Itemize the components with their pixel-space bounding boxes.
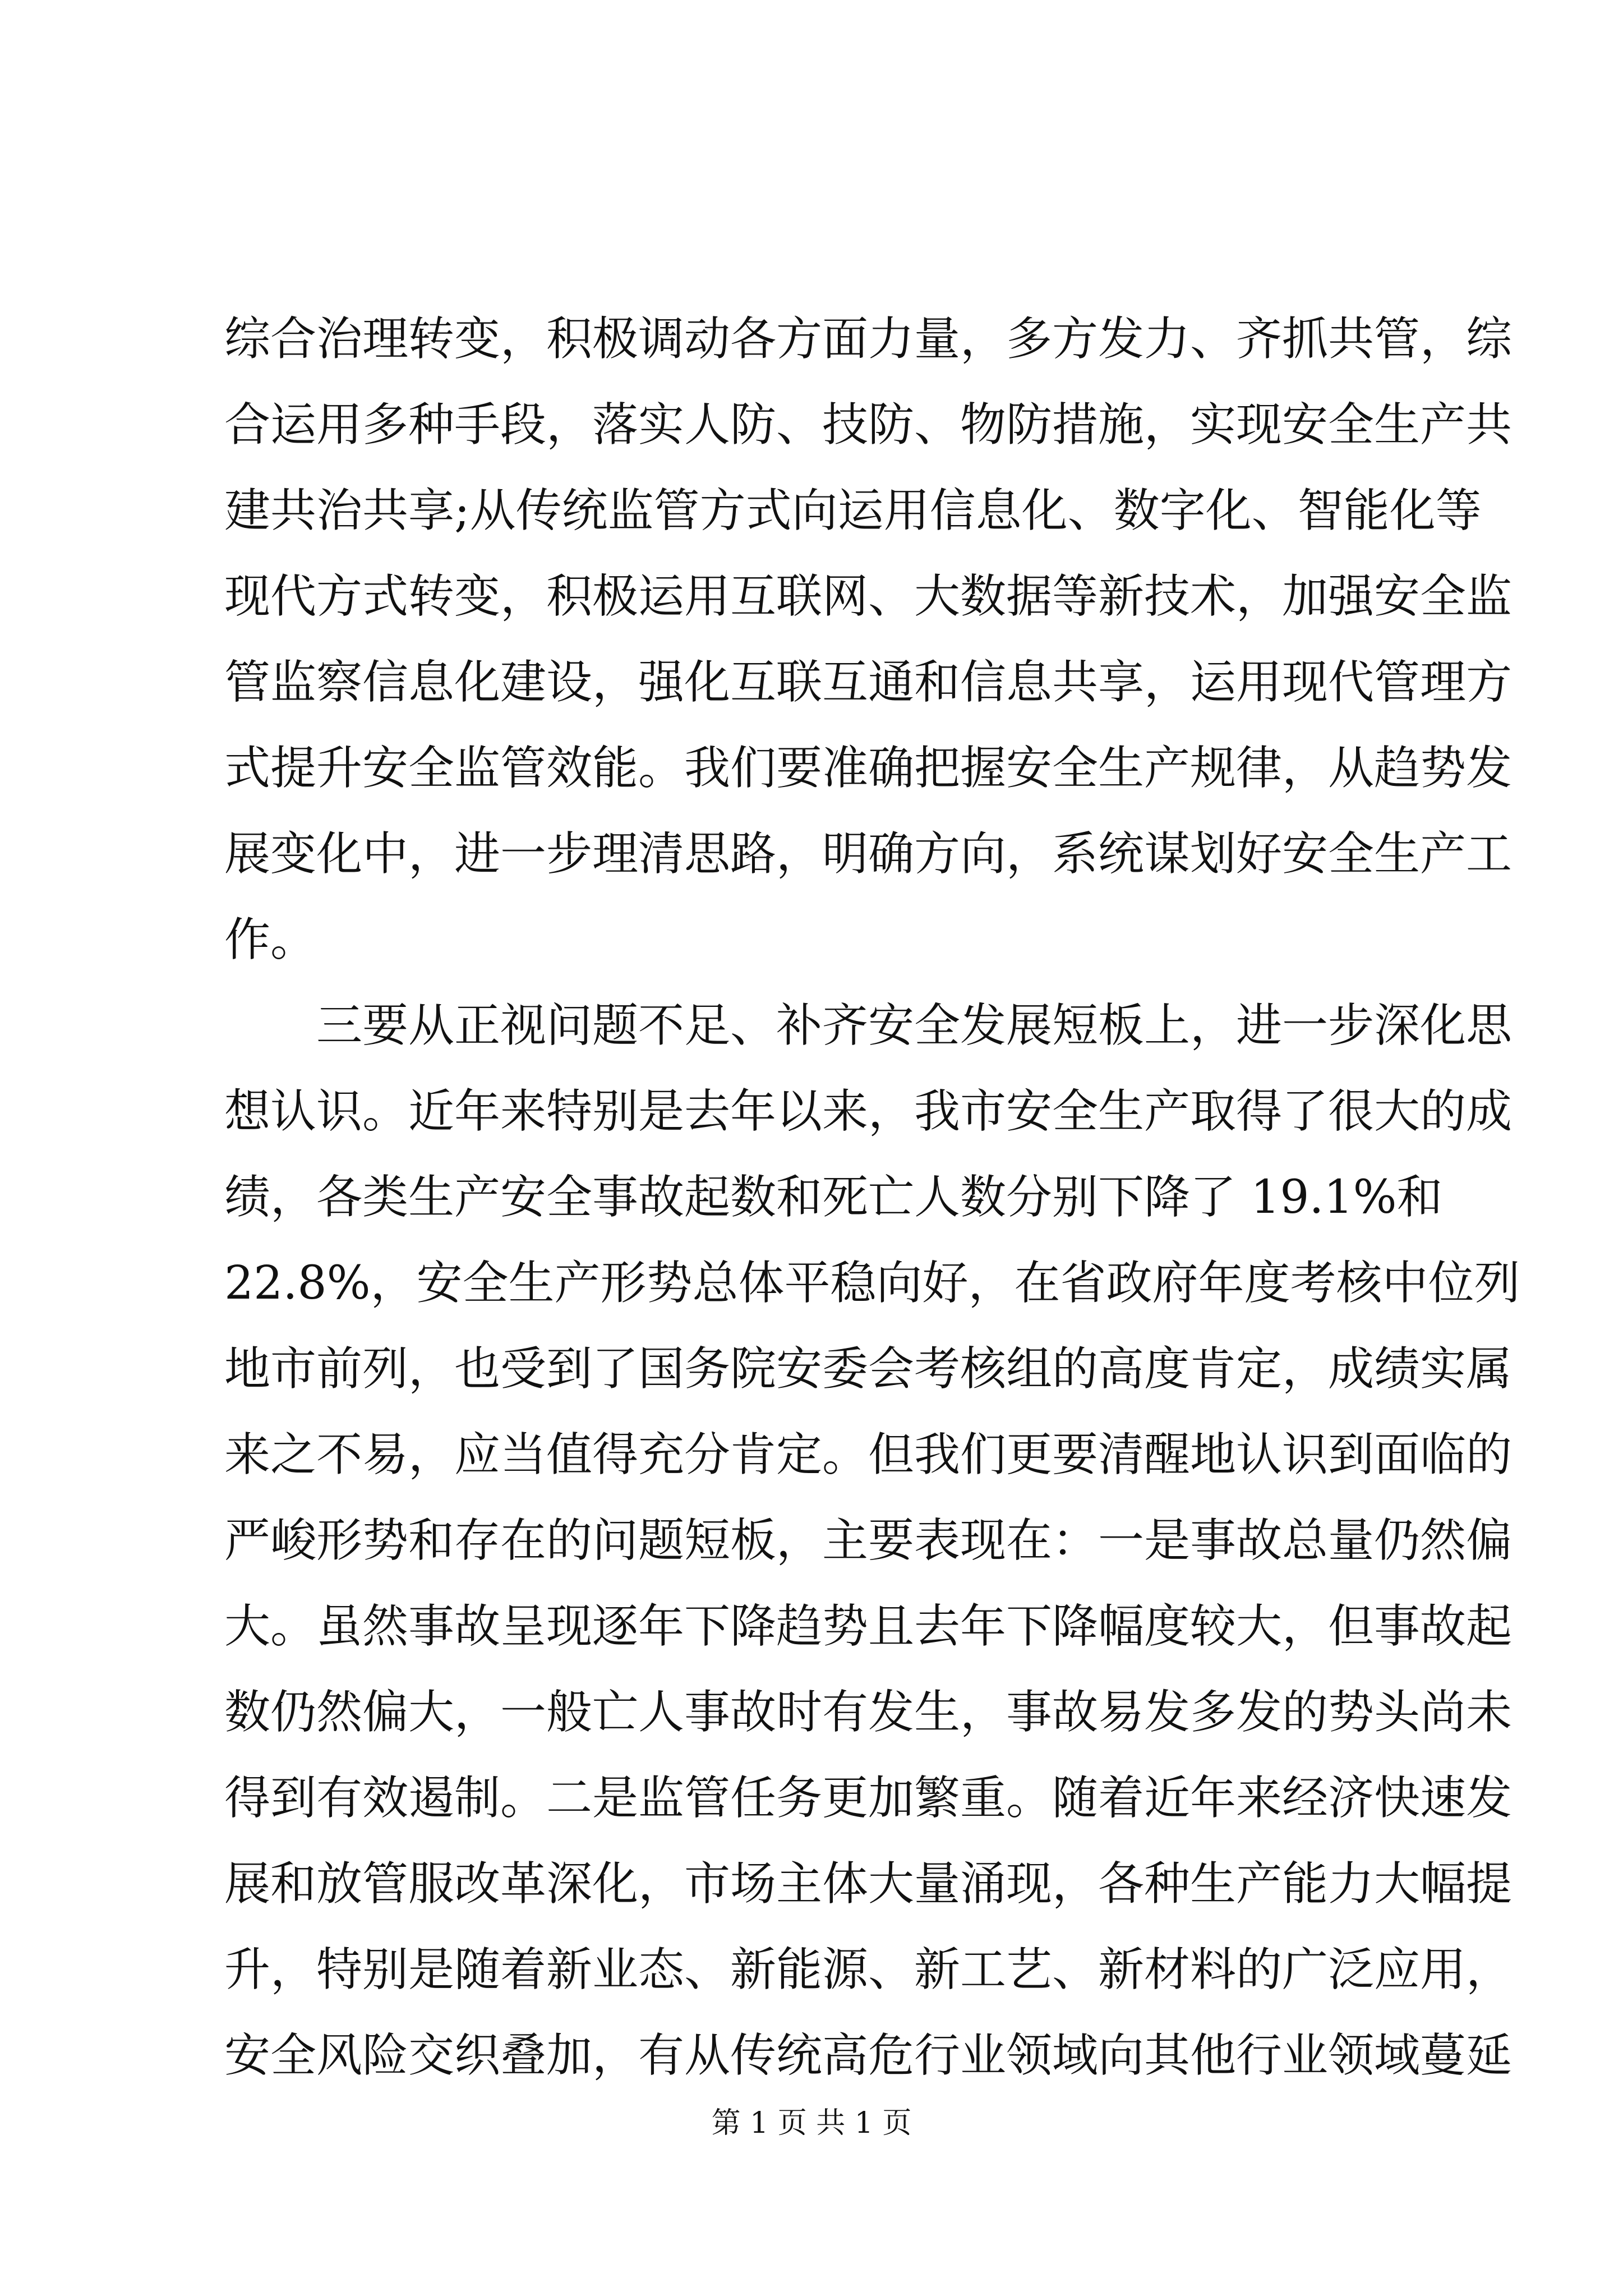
text-line: 想认识。近年来特别是去年以来，我市安全生产取得了很大的成 xyxy=(224,1085,1513,1138)
text-line: 作。 xyxy=(224,913,317,967)
text-line: 综合治理转变，积极调动各方面力量，多方发力、齐抓共管，综 xyxy=(224,312,1513,366)
text-line: 安全风险交织叠加，有从传统高危行业领域向其他行业领域蔓延 xyxy=(224,2029,1513,2082)
text-line: 22.8%，安全生产形势总体平稳向好，在省政府年度考核中位列 xyxy=(224,1257,1520,1310)
text-line: 展和放管服改革深化，市场主体大量涌现，各种生产能力大幅提 xyxy=(224,1857,1513,1911)
text-line: 式提升安全监管效能。我们要准确把握安全生产规律，从趋势发 xyxy=(224,742,1513,795)
paragraph-start-line: 三要从正视问题不足、补齐安全发展短板上，进一步深化思 xyxy=(316,999,1513,1052)
text-line: 建共治共享;从传统监管方式向运用信息化、数字化、智能化等 xyxy=(224,484,1482,537)
text-line: 管监察信息化建设，强化互联互通和信息共享，运用现代管理方 xyxy=(224,656,1513,709)
text-line: 严峻形势和存在的问题短板，主要表现在：一是事故总量仍然偏 xyxy=(224,1514,1513,1567)
text-line: 升，特别是随着新业态、新能源、新工艺、新材料的广泛应用， xyxy=(224,1943,1513,1996)
page-footer: 第 1 页 共 1 页 xyxy=(711,2106,912,2140)
text-line: 大。虽然事故呈现逐年下降趋势且去年下降幅度较大，但事故起 xyxy=(224,1600,1513,1653)
document-body xyxy=(224,296,1520,2099)
text-line: 绩，各类生产安全事故起数和死亡人数分别下降了 19.1%和 xyxy=(224,1171,1443,1224)
text-line: 来之不易，应当值得充分肯定。但我们更要清醒地认识到面临的 xyxy=(224,1428,1513,1481)
text-line: 数仍然偏大，一般亡人事故时有发生，事故易发多发的势头尚未 xyxy=(224,1686,1513,1739)
text-line: 得到有效遏制。二是监管任务更加繁重。随着近年来经济快速发 xyxy=(224,1772,1513,1825)
text-line: 展变化中，进一步理清思路，明确方向，系统谋划好安全生产工 xyxy=(224,827,1513,881)
text-line: 合运用多种手段，落实人防、技防、物防措施，实现安全生产共 xyxy=(224,398,1513,452)
text-line: 地市前列，也受到了国务院安委会考核组的高度肯定，成绩实属 xyxy=(224,1342,1513,1396)
text-line: 现代方式转变，积极运用互联网、大数据等新技术，加强安全监 xyxy=(224,570,1513,623)
